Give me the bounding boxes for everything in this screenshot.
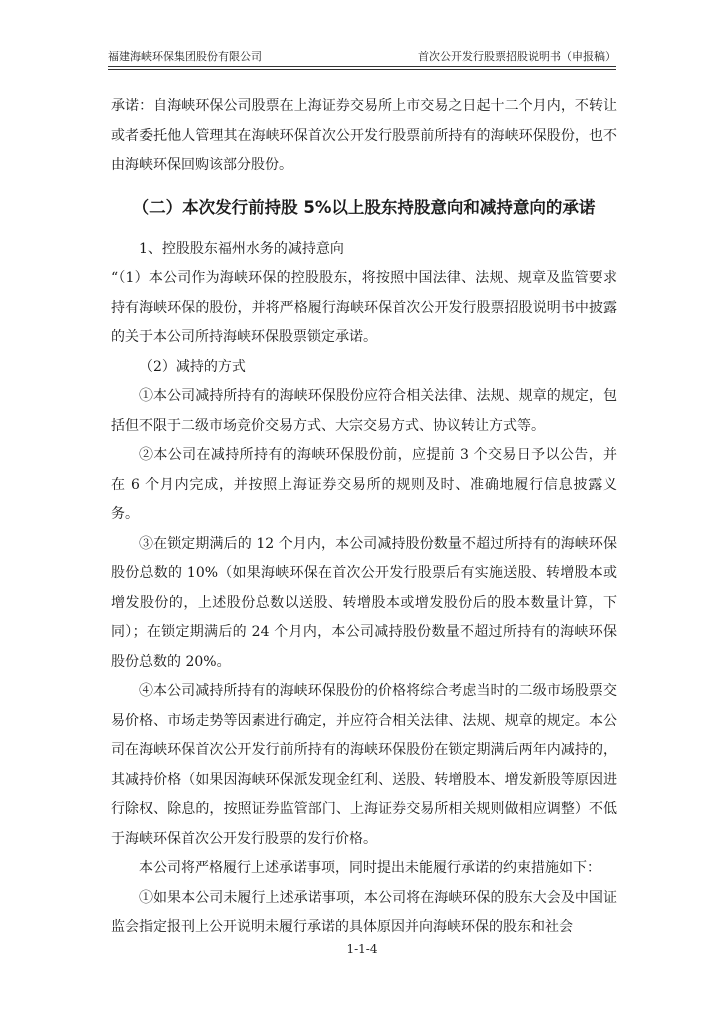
paragraph-reduction-item-3: ③在锁定期满后的 12 个月内，本公司减持股份数量不超过所持有的海峡环保股份总数的 10%（如果海峡环保在首次公开发行股票后有实施送股、转增股本或增发股份的，上述股份总数以送股、转增股本或增发股份后的股本数量计算，下同）；在锁定期满后的 24 个月内，本公司减持股份数量不超过所持有的海峡环保股份总数的 20%。 bbox=[111, 535, 617, 670]
paragraph-constraint-intro: 本公司将严格履行上述承诺事项，同时提出未能履行承诺的约束措施如下： bbox=[139, 860, 601, 876]
header-company-name: 福建海峡环保集团股份有限公司 bbox=[108, 50, 262, 63]
paragraph-subsection-title: 1、控股股东福州水务的减持意向 bbox=[139, 240, 344, 257]
paragraph-reduction-item-4: ④本公司减持所持有的海峡环保股份的价格将综合考虑当时的二级市场股票交易价格、市场走势等因素进行确定，并应符合相关法律、法规、规章的规定。本公司在海峡环保首次公开发行前所持有的海峡环保股份在锁定期满后两年内减持的，其减持价格（如果因海峡环保派发现金红利、送股、转增股本、增发新股等原因进行除权、除息的，按照证券监管部门、上海证券交易所相关规则做相应调整）不低于海峡环保首次公开发行股票的发行价格。 bbox=[111, 683, 617, 847]
page-number: 1-1-4 bbox=[346, 942, 378, 956]
header-document-title: 首次公开发行股票招股说明书（申报稿） bbox=[418, 50, 616, 63]
document-body bbox=[111, 92, 617, 943]
paragraph-reduction-item-2: ②本公司在减持所持有的海峡环保股份前，应提前 3 个交易日予以公告，并在 6 个月内完成，并按照上海证券交易所的规则及时、准确地履行信息披露义务。 bbox=[111, 447, 617, 522]
page-header bbox=[108, 48, 616, 66]
paragraph-controlling-shareholder: “（1）本公司作为海峡环保的控股股东，将按照中国法律、法规、规章及监管要求持有海峡环保的股份，并将严格履行海峡环保首次公开发行股票招股说明书中披露的关于本公司所持海峡环保股票锁定承诺。 bbox=[111, 270, 617, 345]
section-heading: （二）本次发行前持股 5%以上股东持股意向和减持意向的承诺 bbox=[132, 197, 596, 217]
header-rule-thin bbox=[108, 69, 616, 70]
paragraph-reduction-item-1: ①本公司减持所持有的海峡环保股份应符合相关法律、法规、规章的规定，包括但不限于二级市场竞价交易方式、大宗交易方式、协议转让方式等。 bbox=[111, 388, 617, 434]
paragraph-commitment-lockup: 承诺：自海峡环保公司股票在上海证券交易所上市交易之日起十二个月内，不转让或者委托他人管理其在海峡环保首次公开发行股票前所持有的海峡环保股份，也不由海峡环保回购该部分股份。 bbox=[111, 98, 617, 173]
header-rule-thick bbox=[108, 66, 616, 67]
paragraph-reduction-method-title: （2）减持的方式 bbox=[139, 358, 246, 375]
paragraph-constraint-item-1: ①如果本公司未履行上述承诺事项，本公司将在海峡环保的股东大会及中国证监会指定报刊上公开说明未履行承诺的具体原因并向海峡环保的股东和社会 bbox=[111, 889, 617, 935]
